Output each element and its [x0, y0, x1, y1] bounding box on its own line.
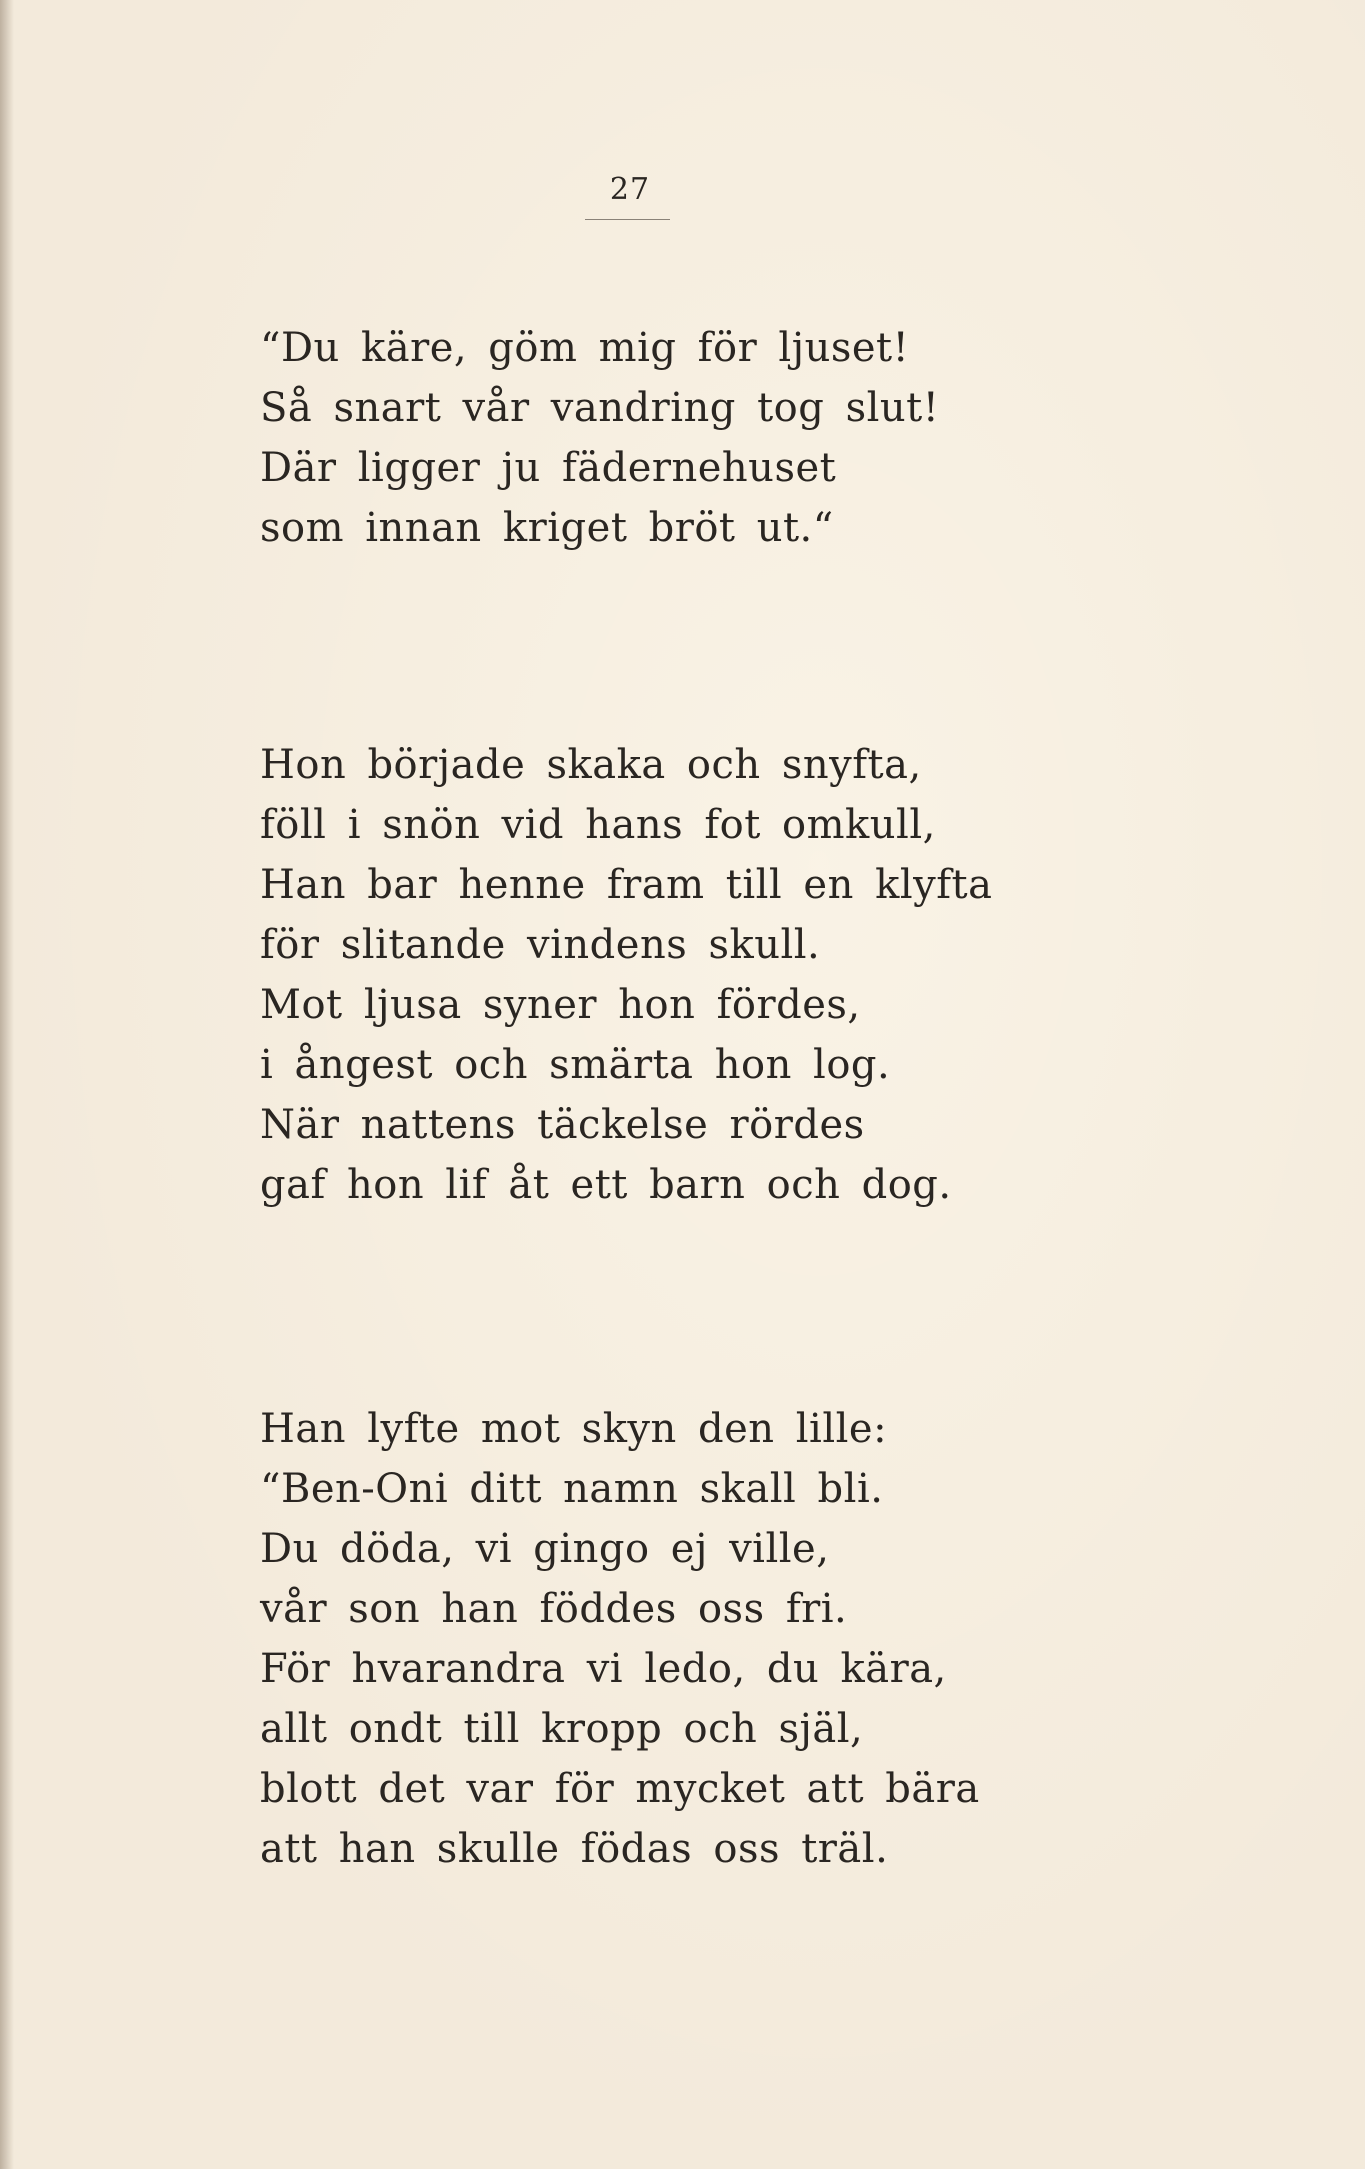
- verse-line: Där ligger ju fädernehuset: [260, 445, 837, 491]
- verse-line: vår son han föddes oss fri.: [260, 1586, 848, 1632]
- stanza-1: [260, 318, 1280, 558]
- verse-line: i ångest och smärta hon log.: [260, 1042, 891, 1088]
- verse-line: att han skulle födas oss träl.: [260, 1826, 889, 1872]
- page-edge-shadow: [0, 0, 14, 2169]
- verse-line: Du döda, vi gingo ej ville,: [260, 1526, 830, 1572]
- verse-line: Han bar henne fram till en klyfta: [260, 862, 993, 908]
- verse-line: gaf hon lif åt ett barn och dog.: [260, 1162, 952, 1208]
- stanza-2: [260, 735, 1280, 1215]
- verse-line: allt ondt till kropp och själ,: [260, 1706, 864, 1752]
- verse-line: som innan kriget bröt ut.“: [260, 505, 834, 551]
- verse-line: Mot ljusa syner hon fördes,: [260, 982, 861, 1028]
- page-number: 27: [609, 172, 651, 207]
- verse-line: Han lyfte mot skyn den lille:: [260, 1406, 888, 1452]
- verse-line: för slitande vindens skull.: [260, 922, 821, 968]
- stanza-3: [260, 1399, 1280, 1879]
- verse-line: När nattens täckelse rördes: [260, 1102, 865, 1148]
- verse-line: För hvarandra vi ledo, du kära,: [260, 1646, 947, 1692]
- verse-line: Hon började skaka och snyfta,: [260, 742, 922, 788]
- verse-line: Så snart vår vandring tog slut!: [260, 385, 940, 431]
- verse-line: “Du käre, göm mig för ljuset!: [260, 325, 910, 371]
- page-number-rule: [585, 219, 670, 220]
- verse-line: föll i snön vid hans fot omkull,: [260, 802, 936, 848]
- verse-line: “Ben-Oni ditt namn skall bli.: [260, 1466, 884, 1512]
- verse-line: blott det var för mycket att bära: [260, 1766, 980, 1812]
